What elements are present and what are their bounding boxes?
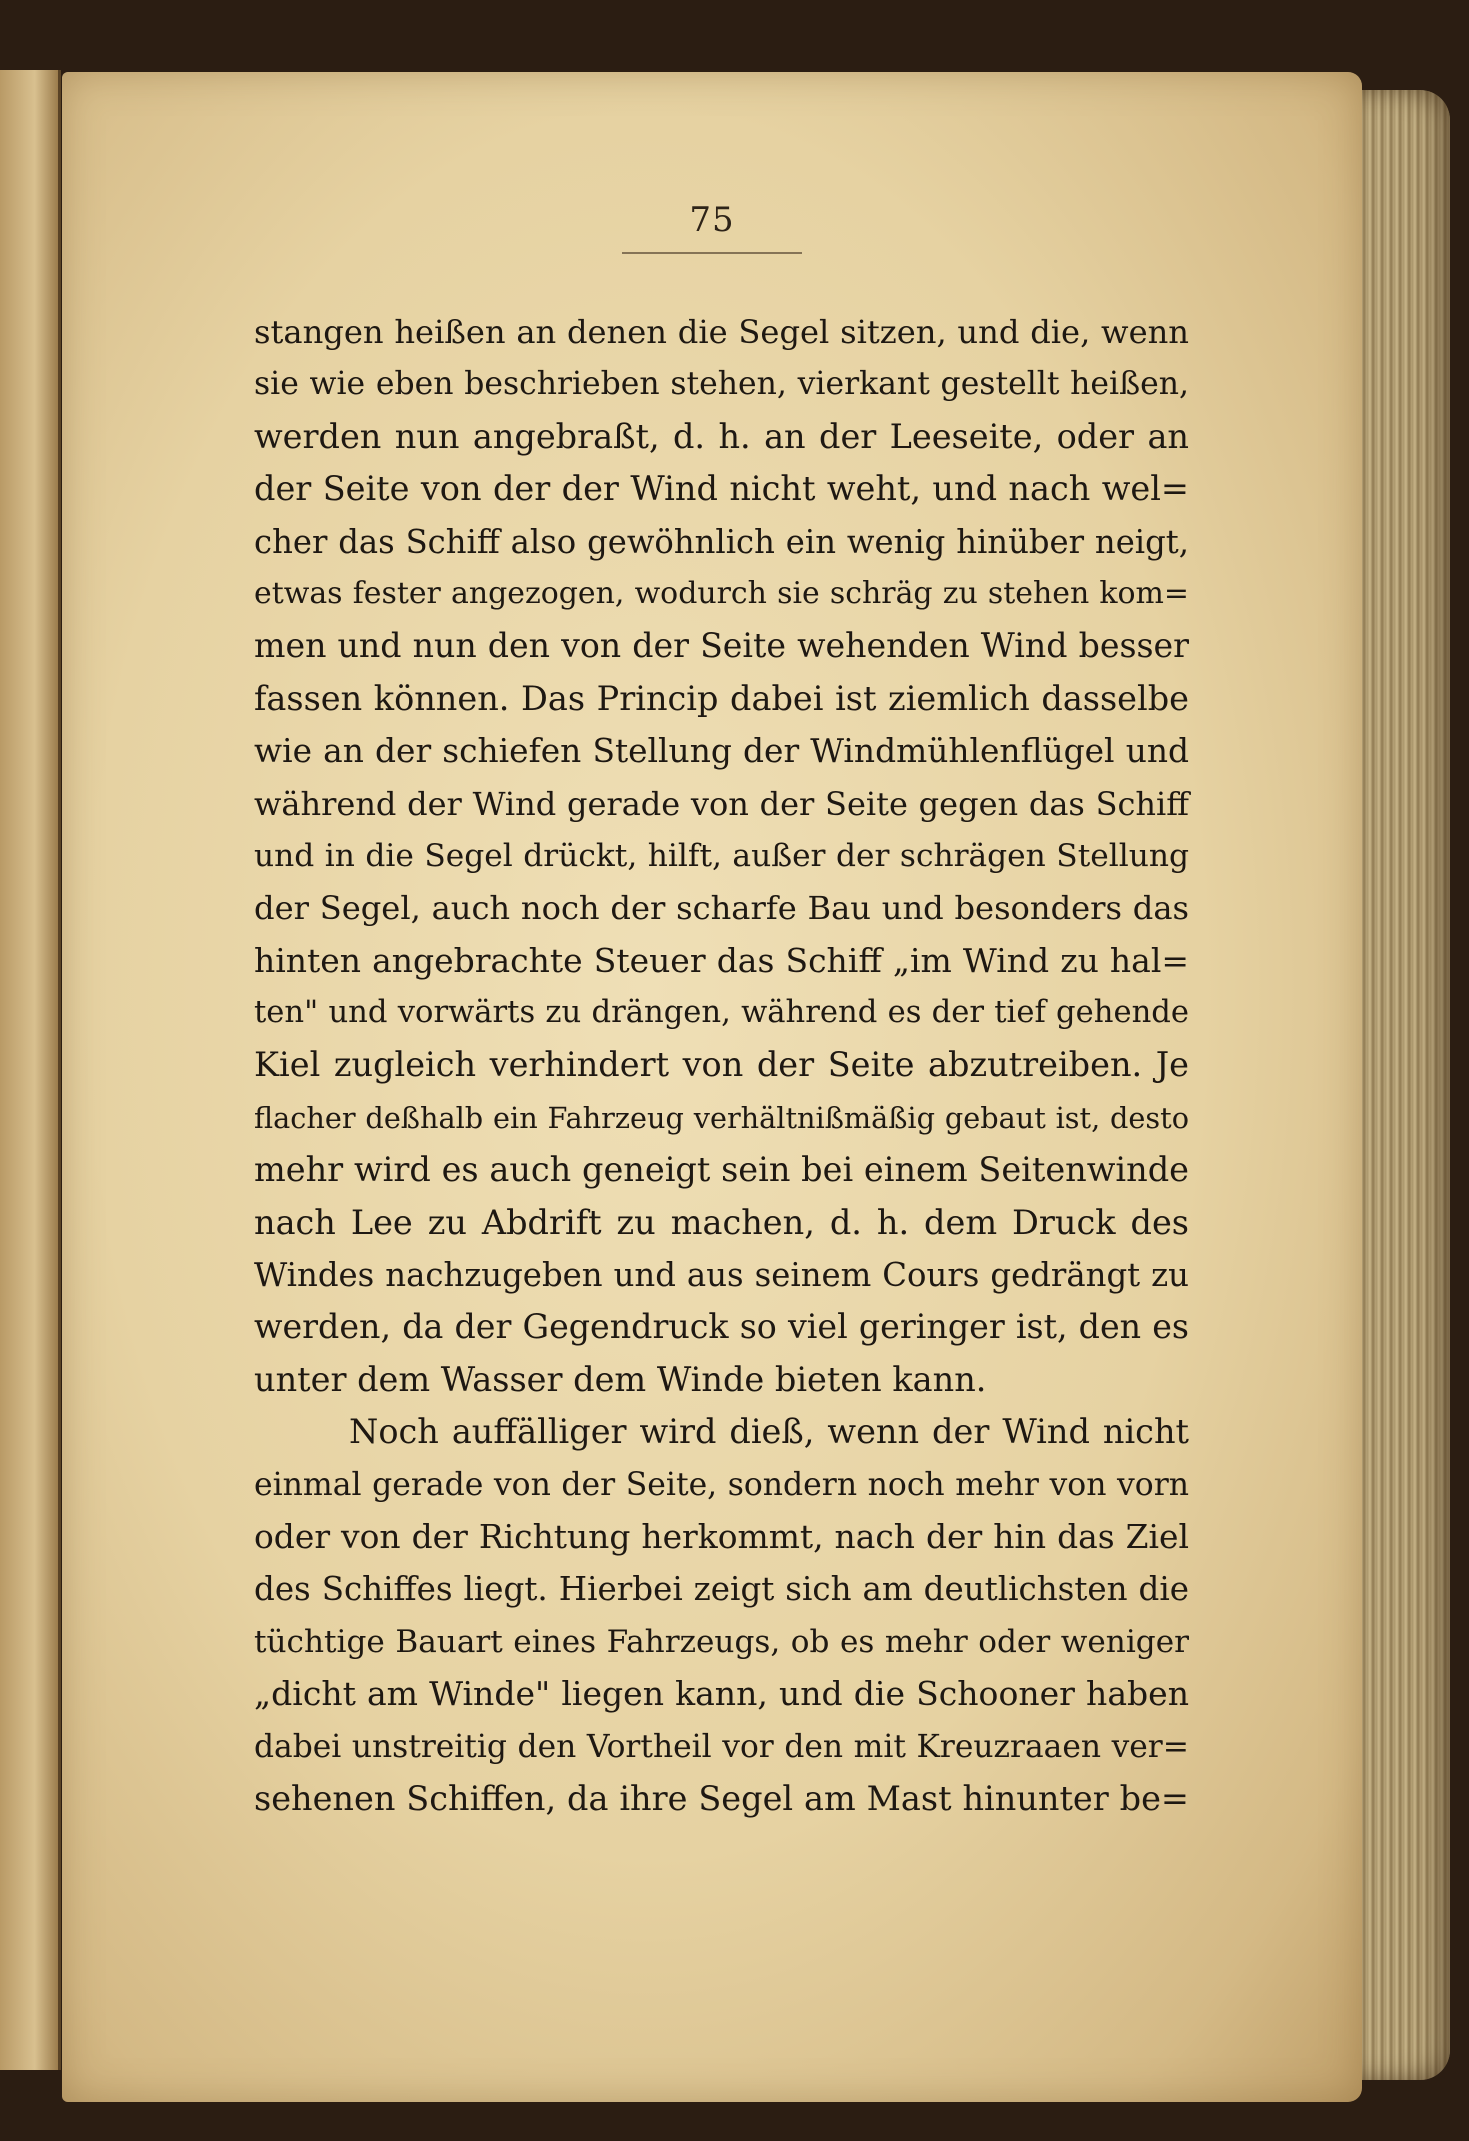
text-line: werden nun angebraßt, d. h. an der Leeseite, oder an: [254, 416, 1189, 456]
text-line: oder von der Richtung herkommt, nach der hin das Ziel: [254, 1516, 1189, 1556]
text-line: nach Lee zu Abdrift zu machen, d. h. dem Druck des: [254, 1202, 1189, 1242]
page-number: 75: [689, 200, 735, 240]
text-line: Windes nachzugeben und aus seinem Cours gedrängt zu: [254, 1256, 1189, 1295]
text-line: des Schiffes liegt. Hierbei zeigt sich am deutlichsten die: [254, 1570, 1189, 1609]
facing-page-edge: [0, 70, 61, 2070]
text-line: etwas fester angezogen, wodurch sie schräg zu stehen kom=: [254, 575, 1189, 611]
header-rule: [622, 252, 802, 254]
text-line: men und nun den von der Seite wehenden Wind besser: [254, 626, 1189, 666]
text-line: ten" und vorwärts zu drängen, während es der tief gehende: [254, 995, 1189, 1031]
text-line: wie an der schiefen Stellung der Windmühlenflügel und: [254, 732, 1189, 771]
text-line: sehenen Schiffen, da ihre Segel am Mast hinunter be=: [254, 1778, 1189, 1818]
text-line: dabei unstreitig den Vortheil vor den mit Kreuzraaen ver=: [254, 1728, 1189, 1765]
text-line: mehr wird es auch geneigt sein bei einem Seitenwinde: [254, 1150, 1189, 1190]
text-line: der Segel, auch noch der scharfe Bau und besonders das: [254, 889, 1189, 928]
text-line: sie wie eben beschrieben stehen, vierkant gestellt heißen,: [254, 366, 1189, 403]
text-line: stangen heißen an denen die Segel sitzen, und die, wenn: [254, 313, 1189, 351]
paragraph-start-line: Noch auffälliger wird dieß, wenn der Wind nicht: [349, 1412, 1189, 1452]
text-line: tüchtige Bauart eines Fahrzeugs, ob es mehr oder weniger: [254, 1623, 1189, 1660]
text-line: werden, da der Gegendruck so viel geringer ist, den es: [254, 1307, 1189, 1347]
text-line: cher das Schiff also gewöhnlich ein wenig hinüber neigt,: [254, 522, 1189, 561]
page-header: [622, 200, 802, 254]
text-line: Kiel zugleich verhindert von der Seite abzutreiben. Je: [254, 1045, 1189, 1085]
text-line: der Seite von der der Wind nicht weht, und nach wel=: [254, 469, 1189, 509]
text-line: während der Wind gerade von der Seite gegen das Schiff: [254, 784, 1189, 823]
text-line: einmal gerade von der Seite, sondern noch mehr von vorn: [254, 1466, 1189, 1503]
text-line: fassen können. Das Princip dabei ist ziemlich dasselbe: [254, 678, 1189, 718]
body-text: [254, 306, 1189, 1825]
text-line: hinten angebrachte Steuer das Schiff „im Wind zu hal=: [254, 940, 1189, 980]
text-line: „dicht am Winde" liegen kann, und die Schooner haben: [254, 1674, 1189, 1714]
text-line: flacher deßhalb ein Fahrzeug verhältnißmäßig gebaut ist, desto: [254, 1100, 1189, 1135]
text-line: und in die Segel drückt, hilft, außer der schrägen Stellung: [254, 837, 1189, 874]
paragraph-end-line: unter dem Wasser dem Winde bieten kann.: [254, 1359, 987, 1399]
